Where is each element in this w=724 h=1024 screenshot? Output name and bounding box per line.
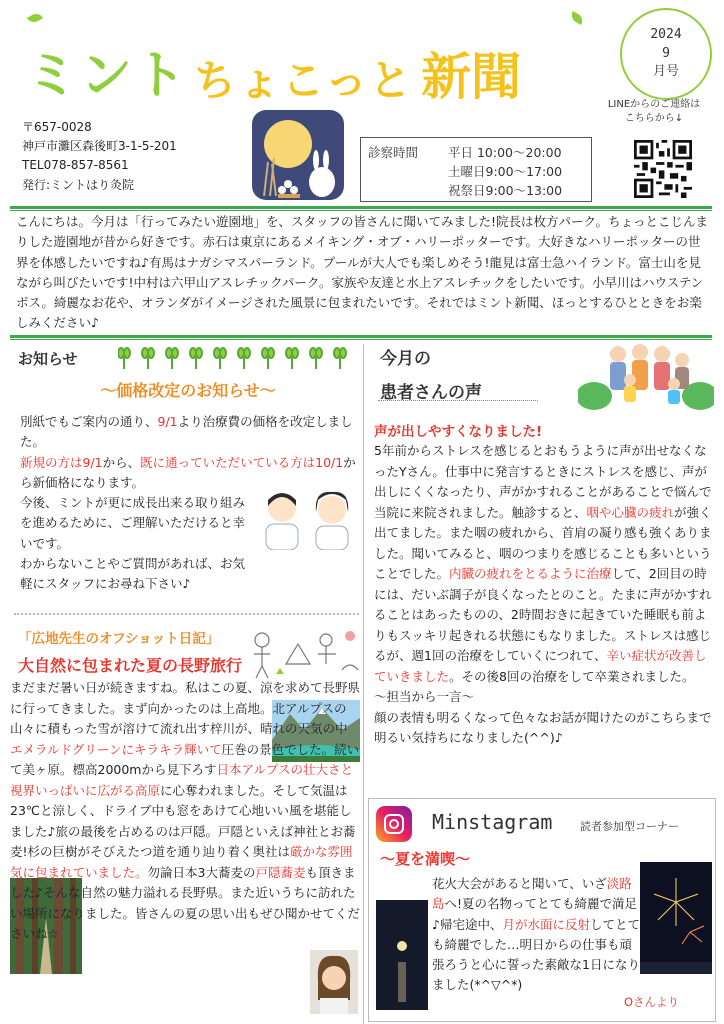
issue-badge — [620, 8, 712, 100]
fireworks-photo — [640, 862, 712, 974]
minstagram-highlight: 淡路島 — [432, 876, 632, 912]
voice-highlight: 辛い症状が改善していきました — [374, 648, 707, 684]
family-illustration — [578, 340, 714, 412]
news-text: より治療費の価格を改定しました。 — [20, 414, 353, 450]
author-photo — [310, 950, 358, 1014]
moon-reflection-photo — [376, 900, 428, 1010]
voice-subtitle: 声が出しやすくなりました! — [374, 424, 543, 440]
news-paragraph: 今後、ミントが更に成長出来る取り組みを進めるために、ご理解いただけると幸いです。 — [20, 495, 246, 551]
diary-text: 圧巻の景色でした。続いて美ヶ原。標高2000mから見下ろす — [10, 741, 360, 777]
staff-comment-heading: ～担当から一言～ — [374, 689, 475, 704]
voice-highlight: 内臓の疲れをとるように治療 — [449, 566, 612, 581]
voice-text: して、2回目の時には、だいぶ調子が良くなったとのこと。たまに声がかすれることはあったものの、2時間おきに起きていた睡眠も前よりもスッキリ起きれる状態にもなりました。ストレスは感じるが、週1回の治療をしていくにつれて、 — [374, 566, 712, 663]
title-mint: ミント — [26, 46, 189, 106]
diary-body — [10, 678, 360, 945]
news-text: から、 — [102, 454, 141, 470]
news-paragraph: わからないことやご質問があれば、お気軽にスタッフにお尋ね下さい♪ — [20, 555, 246, 591]
intro-text: こんにちは。今月は「行ってみたい遊園地」を、スタッフの皆さんに聞いてみました!院長は枚方パーク。ちょっとこじんまりした遊園地が昔から好きです。赤石は東京にあるメイキング・オブ・ハリーポッターです。大好きなハリーポッターの世界を体感したいですね♪有馬はナガシマスパーランド。プールが大人でも楽しめそう!龍見は富士急ハイランド。富士山を見ながら叫びたいです!中村は六甲山アスレチックパーク。家族や友達と水上アスレチックをしたいです。小早川はハウステンボス。綺麗なお花や、オランダがイメージされた風景に包まれたいです。それではミント新聞、ほっとするひとときをお楽しみください♪ — [16, 214, 709, 331]
diary-text: まだまだ暑い日が続きますね。私はこの夏、涼を求めて長野県に行ってきました。まず向かったのは上高地。北アルプスの山々に積もった雪が溶けて流れ出す梓川が、晴れの天気の中 — [10, 680, 361, 736]
minstagram-text: へ!夏の名物ってとても綺麗で満足♪帰宅途中、 — [432, 896, 638, 932]
minstagram-highlight: 月が水面に反射 — [502, 916, 590, 932]
address-line: 〒657-0028 — [22, 120, 92, 134]
minstagram-title: Minstagram — [432, 810, 553, 834]
hours-label: 診察時間 — [368, 145, 419, 160]
diary-text: も頂きました♪そんな自然の魅力溢れる長野県。また近いうちに訪れたい場所になりました。皆さんの夏の思い出もぜひ聞かせてくださいね☆ — [10, 864, 361, 941]
minstagram-text: してとても綺麗でした…明日からの仕事も頑張ろうと心に誓った素敵な1日になりました(*^▽^*) — [432, 916, 641, 993]
sprout-icons — [118, 345, 358, 371]
news-highlight: 新規の方は9/1 — [20, 454, 103, 470]
minstagram-topic: ～夏を満喫～ — [380, 850, 471, 868]
line-qr-code[interactable] — [634, 140, 692, 198]
diary-highlight: 戸隠蕎麦 — [255, 864, 306, 880]
news-title: ～価格改定のお知らせ～ — [100, 381, 276, 400]
minstagram-credit: Oさんより — [624, 995, 680, 1009]
clinic-address — [22, 118, 177, 195]
leaf-icon — [28, 14, 42, 22]
hours-weekday: 平日 10:00～20:00 — [448, 145, 562, 160]
divider — [10, 206, 712, 209]
diary-highlight: エメラルドグリーンにキラキラ輝いて — [10, 741, 222, 757]
column-divider — [363, 344, 364, 1024]
voice-body — [374, 441, 714, 749]
diary-title: 大自然に包まれた夏の長野旅行 — [18, 656, 243, 675]
moon-viewing-illustration — [250, 106, 346, 202]
voice-highlight: 咽や心臓の疲れ — [586, 504, 675, 520]
newsletter-title — [26, 22, 596, 106]
minstagram-text: 花火大会があると聞いて、いざ — [432, 876, 607, 891]
diary-highlight: 日本アルプスの壮大さと視界いっぱいに広がる高原 — [10, 762, 354, 798]
line-note-line: LINEからのご連絡は — [607, 99, 701, 110]
issue-year: 2024 — [650, 26, 682, 42]
divider — [10, 335, 712, 338]
news-highlight: 既に通っていただいている方は10/1 — [140, 454, 344, 470]
section-divider — [14, 613, 359, 615]
staff-illustration — [256, 486, 360, 550]
news-heading: お知らせ — [18, 350, 78, 368]
diary-text: 勿論日本3大蕎麦の — [147, 864, 256, 880]
hours-saturday: 土曜日9:00～17:00 — [448, 164, 563, 179]
news-highlight: 9/1 — [157, 414, 178, 429]
line-contact-note — [590, 98, 718, 126]
voice-paragraph — [374, 441, 714, 687]
issue-suffix: 月号 — [652, 64, 679, 80]
news-text: から新価格になります。 — [20, 454, 356, 490]
address-line: 発行:ミントはり灸院 — [22, 177, 135, 192]
leaf-icon — [570, 14, 584, 22]
voice-heading-line2: 患者さんの声 — [380, 383, 482, 403]
diary-highlight: 厳かな雰囲気に包まれていました。 — [10, 844, 353, 880]
minstagram-body — [432, 874, 640, 996]
news-text: 別紙でもご案内の通り、 — [20, 414, 158, 429]
voice-heading-line1: 今月の — [380, 349, 431, 369]
divider — [10, 210, 712, 211]
diary-text: に心奪われました。そして気温は23℃と涼しく、ドライブ中も窓をあけて心地いい風を堪能しました♪旅の最後を占めるのは戸隠。戸隠といえば神社とお蕎麦!杉の巨樹がそびえたつ道を通り辿り着く奥社は — [10, 782, 356, 859]
voice-text: 。その後8回の治療をして卒業されました。 — [449, 668, 695, 684]
staff-comment: 顔の表情も明るくなって色々なお話が聞けたのがこちらまで明るい気持ちになりました(^^)♪ — [374, 709, 712, 745]
line-note-line: こちらから↓ — [624, 113, 684, 124]
title-shinbun: 新聞 — [421, 48, 522, 106]
minstagram-subtitle: 読者参加型コーナー — [580, 820, 679, 833]
voice-text: が強く出てました。また咽の疲れから、首肩の凝り感も強くありました。聞いてみると、咽のつまりを感じることも多いということでした。 — [374, 504, 712, 581]
instagram-icon — [376, 806, 412, 842]
issue-month: 9 — [662, 45, 670, 61]
diary-heading: 「広地先生のオフショット日記」 — [18, 631, 220, 647]
hours-holiday: 祝祭日9:00～13:00 — [448, 183, 563, 198]
travel-doodle-illustration — [246, 624, 360, 680]
title-chokotto: ちょこっと — [194, 56, 414, 105]
voice-text: 5年前からストレスを感じるとおもうように声が出せなくなったYさん。仕事中に発言するときにストレスを感じ、声が出しにくくなったり、声がかすれることがあることで悩んで当院に来院されました。触診すると、 — [374, 443, 712, 520]
address-line: 神戸市灘区森後町3-1-5-201 — [22, 139, 177, 154]
news-paragraph — [20, 412, 360, 453]
address-line: TEL078-857-8561 — [22, 158, 129, 173]
heading-underline — [378, 400, 538, 401]
